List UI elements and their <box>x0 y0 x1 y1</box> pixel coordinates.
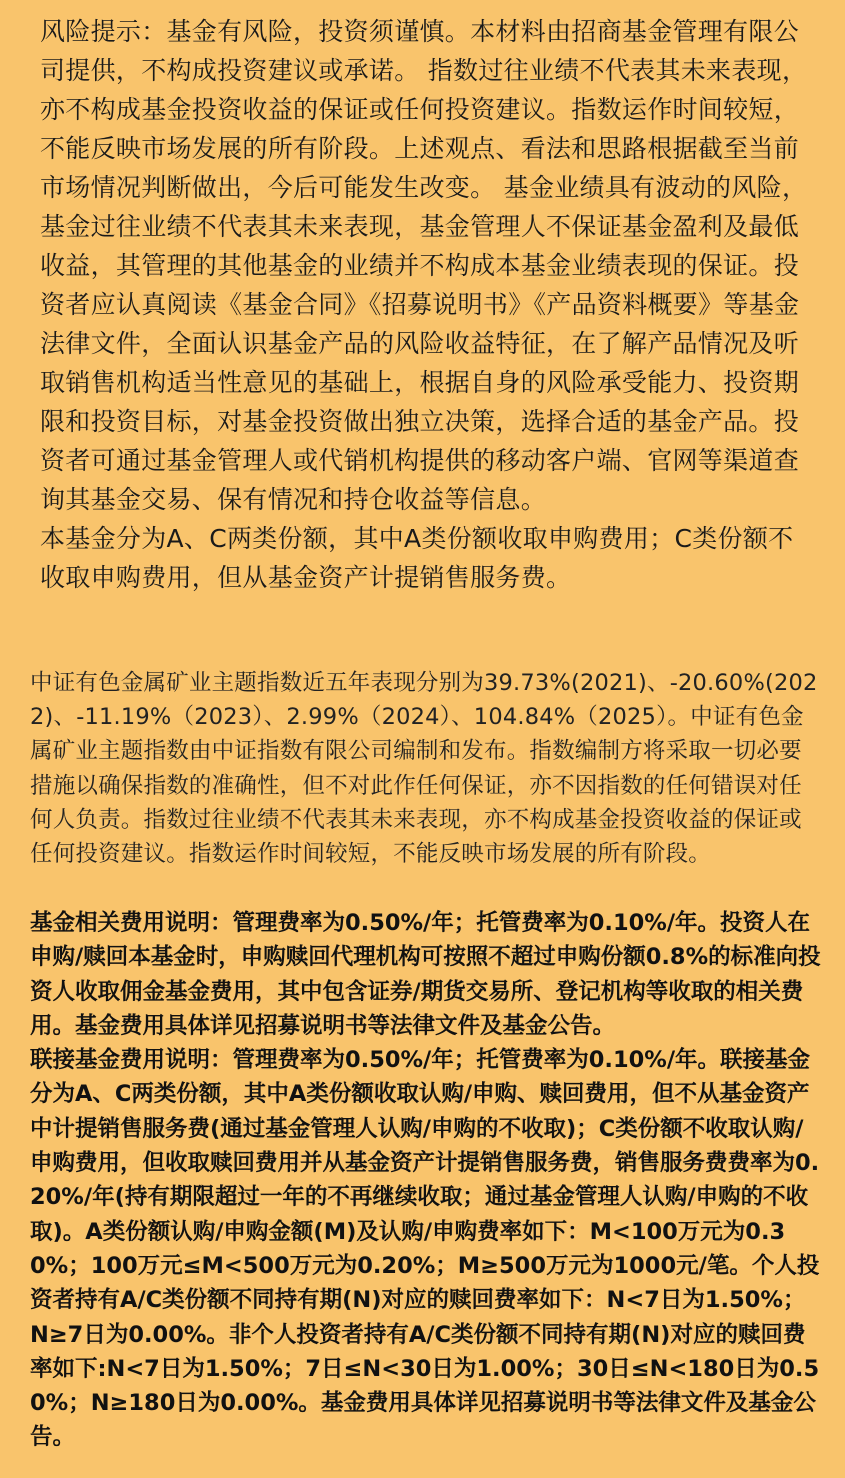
fund-fee-note: 基金相关费用说明：管理费率为0.50%/年；托管费率为0.10%/年。投资人在申购/赎回本基金时，申购赎回代理机构可按照不超过申购份额0.8%的标准向投资人收取佣金基金费用，其中包含证券/期货交易所、登记机构等收取的相关费用。基金费用具体详见招募说明书等法律文件及基金公告。 <box>30 910 821 1039</box>
share-class-paragraph: 本基金分为A、C两类份额，其中A类份额收取申购费用；C类份额不收取申购费用，但从基金资产计提销售服务费。 <box>40 524 794 592</box>
feeder-fund-fee-note: 联接基金费用说明：管理费率为0.50%/年；托管费率为0.10%/年。联接基金分为A、C两类份额，其中A类份额收取认购/申购、赎回费用，但不从基金资产中计提销售服务费(通过基金管理人认购/申购的不收取)；C类份额不收取认购/申购费用，但收取赎回费用并从基金资产计提销售服务费，销售服务费费率为0.20%/年(持有期限超过一年的不再继续收取；通过基金管理人认购/申购的不收取)。A类份额认购/申购金额(M)及认购/申购费率如下：M<100万元为0.30%；100万元≤M<500万元为0.20%；M≥500万元为1000元/笔。个人投资者持有A/C类份额不同持有期(N)对应的赎回费率如下：N<7日为1.50%；N≥7日为0.00%。非个人投资者持有A/C类份额不同持有期(N)对应的赎回费率如下:N<7日为1.50%；7日≤N<30日为1.00%；30日≤N<180日为0.50%；N≥180日为0.00%。基金费用具体详见招募说明书等法律文件及基金公告。 <box>30 1047 820 1451</box>
risk-notice-paragraph: 风险提示：基金有风险，投资须谨慎。本材料由招商基金管理有限公司提供，不构成投资建议或承诺。 指数过往业绩不代表其未来表现，亦不构成基金投资收益的保证或任何投资建议。指数运作时间较短，不能反映市场发展的所有阶段。上述观点、看法和思路根据截至当前市场情况判断做出，今后可能发生改变。 基金业绩具有波动的风险，基金过往业绩不代表其未来表现，基金管理人不保证基金盈利及最低收益，其管理的其他基金的业绩并不构成本基金业绩表现的保证。投资者应认真阅读《基金合同》《招募说明书》《产品资料概要》等基金法律文件，全面认识基金产品的风险收益特征，在了解产品情况及听取销售机构适当性意见的基础上，根据自身的风险承受能力、投资期限和投资目标，对基金投资做出独立决策，选择合适的基金产品。投资者可通过基金管理人或代销机构提供的移动客户端、官网等渠道查询其基金交易、保有情况和持仓收益等信息。 <box>40 17 808 514</box>
index-disclosure-text: 中证有色金属矿业主题指数近五年表现分别为39.73%(2021)、-20.60%(2022)、-11.19%（2023）、2.99%（2024）、104.84%（2025）。中证有色金属矿业主题指数由中证指数有限公司编制和发布。指数编制方将采取一切必要措施以确保指数的准确性，但不对此作任何保证，亦不因指数的任何错误对任何人负责。指数过往业绩不代表其未来表现，亦不构成基金投资收益的保证或任何投资建议。指数运作时间较短，不能反映市场发展的所有阶段。 <box>30 670 818 868</box>
risk-notice-section <box>40 12 812 597</box>
index-disclosure-section <box>30 666 822 871</box>
fee-notes-section <box>30 906 822 1455</box>
